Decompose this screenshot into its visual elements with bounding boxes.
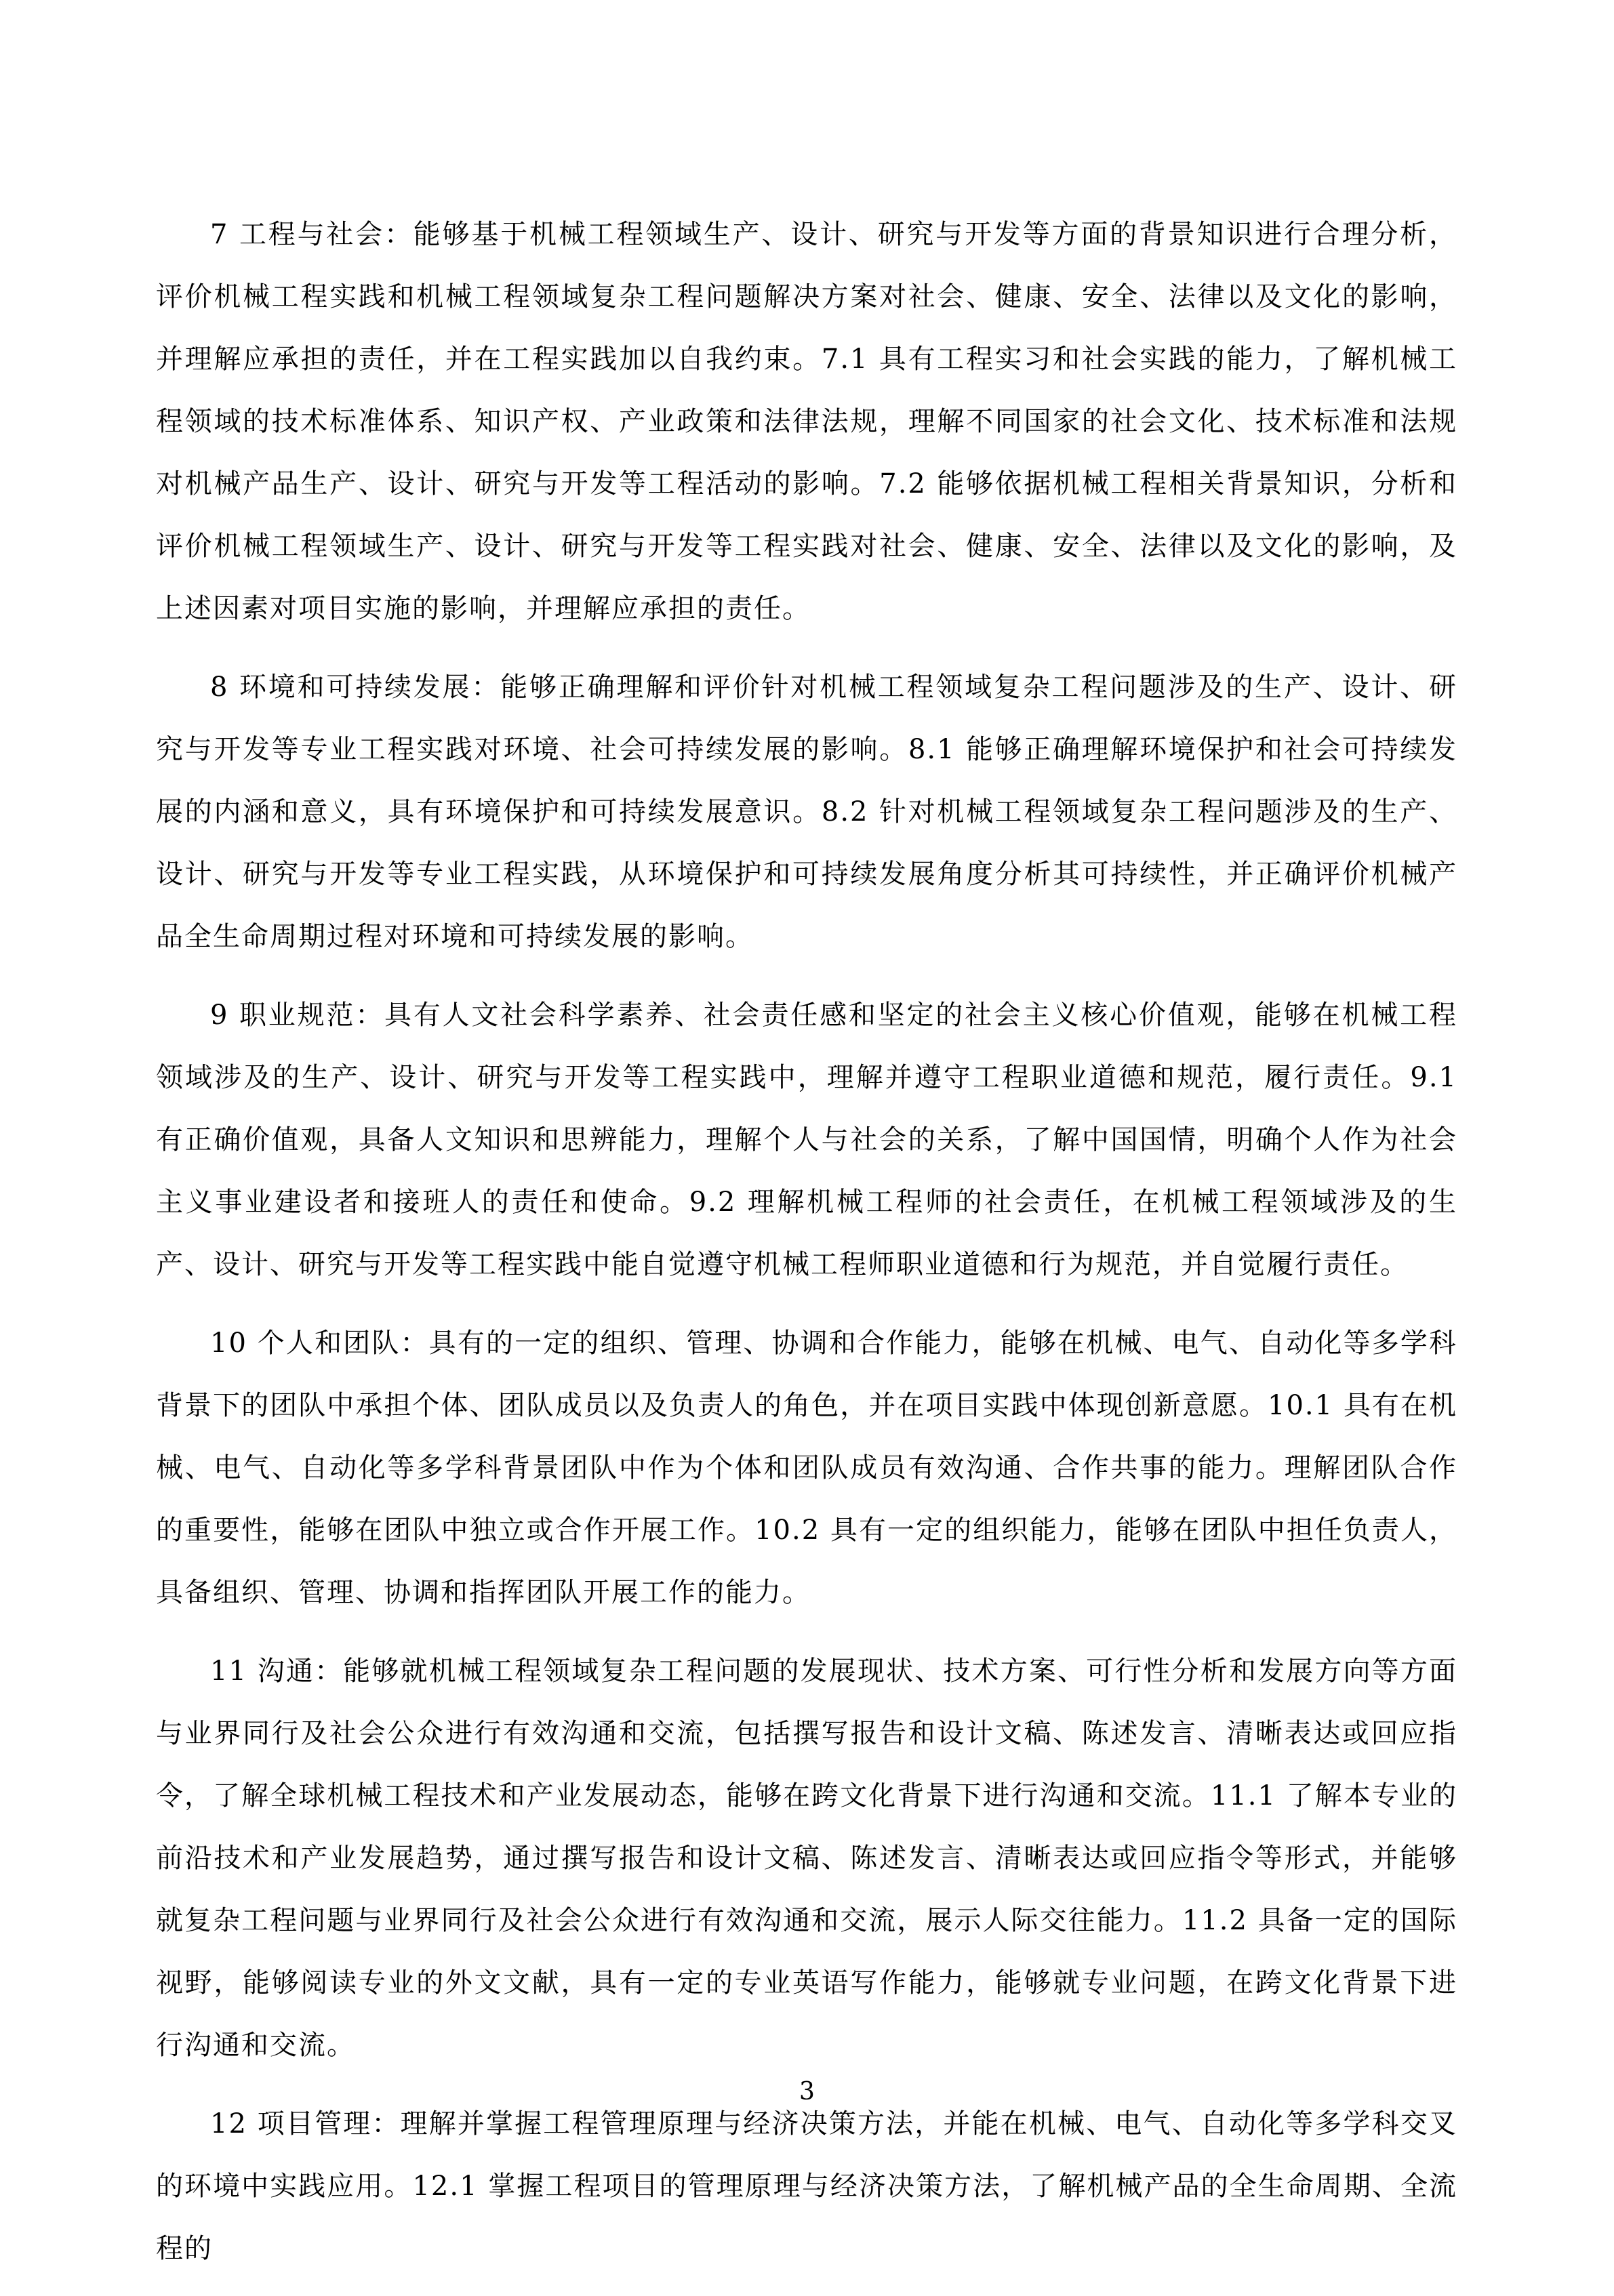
document-body [156,203,1457,2296]
paragraph-project-management: 12 项目管理：理解并掌握工程管理原理与经济决策方法，并能在机械、电气、自动化等多学科交叉的环境中实践应用。12.1 掌握工程项目的管理原理与经济决策方法，了解机械产品的全生命周期、全流程的 [156,2108,1457,2264]
paragraph-engineering-and-society: 7 工程与社会：能够基于机械工程领域生产、设计、研究与开发等方面的背景知识进行合理分析，评价机械工程实践和机械工程领域复杂工程问题解决方案对社会、健康、安全、法律以及文化的影响，并理解应承担的责任，并在工程实践加以自我约束。7.1 具有工程实习和社会实践的能力，了解机械工程领域的技术标准体系、知识产权、产业政策和法律法规，理解不同国家的社会文化、技术标准和法规对机械产品生产、设计、研究与开发等工程活动的影响。7.2 能够依据机械工程相关背景知识，分析和评价机械工程领域生产、设计、研究与开发等工程实践对社会、健康、安全、法律以及文化的影响，及上述因素对项目实施的影响，并理解应承担的责任。 [156,219,1457,624]
paragraph-communication: 11 沟通：能够就机械工程领域复杂工程问题的发展现状、技术方案、可行性分析和发展方向等方面与业界同行及社会公众进行有效沟通和交流，包括撰写报告和设计文稿、陈述发言、清晰表达或回应指令，了解全球机械工程技术和产业发展动态，能够在跨文化背景下进行沟通和交流。11.1 了解本专业的前沿技术和产业发展趋势，通过撰写报告和设计文稿、陈述发言、清晰表达或回应指令等形式，并能够就复杂工程问题与业界同行及社会公众进行有效沟通和交流，展示人际交往能力。11.2 具备一定的国际视野，能够阅读专业的外文文献，具有一定的专业英语写作能力，能够就专业问题，在跨文化背景下进行沟通和交流。 [156,1656,1457,2061]
paragraph-individual-and-team: 10 个人和团队：具有的一定的组织、管理、协调和合作能力，能够在机械、电气、自动化等多学科背景下的团队中承担个体、团队成员以及负责人的角色，并在项目实践中体现创新意愿。10.1 具有在机械、电气、自动化等多学科背景团队中作为个体和团队成员有效沟通、合作共事的能力。理解团队合作的重要性，能够在团队中独立或合作开展工作。10.2 具有一定的组织能力，能够在团队中担任负责人，具备组织、管理、协调和指挥团队开展工作的能力。 [156,1328,1457,1608]
page-number: 3 [799,2078,815,2106]
paragraph-environment-sustainability: 8 环境和可持续发展：能够正确理解和评价针对机械工程领域复杂工程问题涉及的生产、设计、研究与开发等专业工程实践对环境、社会可持续发展的影响。8.1 能够正确理解环境保护和社会可持续发展的内涵和意义，具有环境保护和可持续发展意识。8.2 针对机械工程领域复杂工程问题涉及的生产、设计、研究与开发等专业工程实践，从环境保护和可持续发展角度分析其可持续性，并正确评价机械产品全生命周期过程对环境和可持续发展的影响。 [156,672,1457,952]
paragraph-professional-norms: 9 职业规范：具有人文社会科学素养、社会责任感和坚定的社会主义核心价值观，能够在机械工程领域涉及的生产、设计、研究与开发等工程实践中，理解并遵守工程职业道德和规范，履行责任。9.1 有正确价值观，具备人文知识和思辨能力，理解个人与社会的关系，了解中国国情，明确个人作为社会主义事业建设者和接班人的责任和使命。9.2 理解机械工程师的社会责任，在机械工程领域涉及的生产、设计、研究与开发等工程实践中能自觉遵守机械工程师职业道德和行为规范，并自觉履行责任。 [156,1000,1457,1280]
